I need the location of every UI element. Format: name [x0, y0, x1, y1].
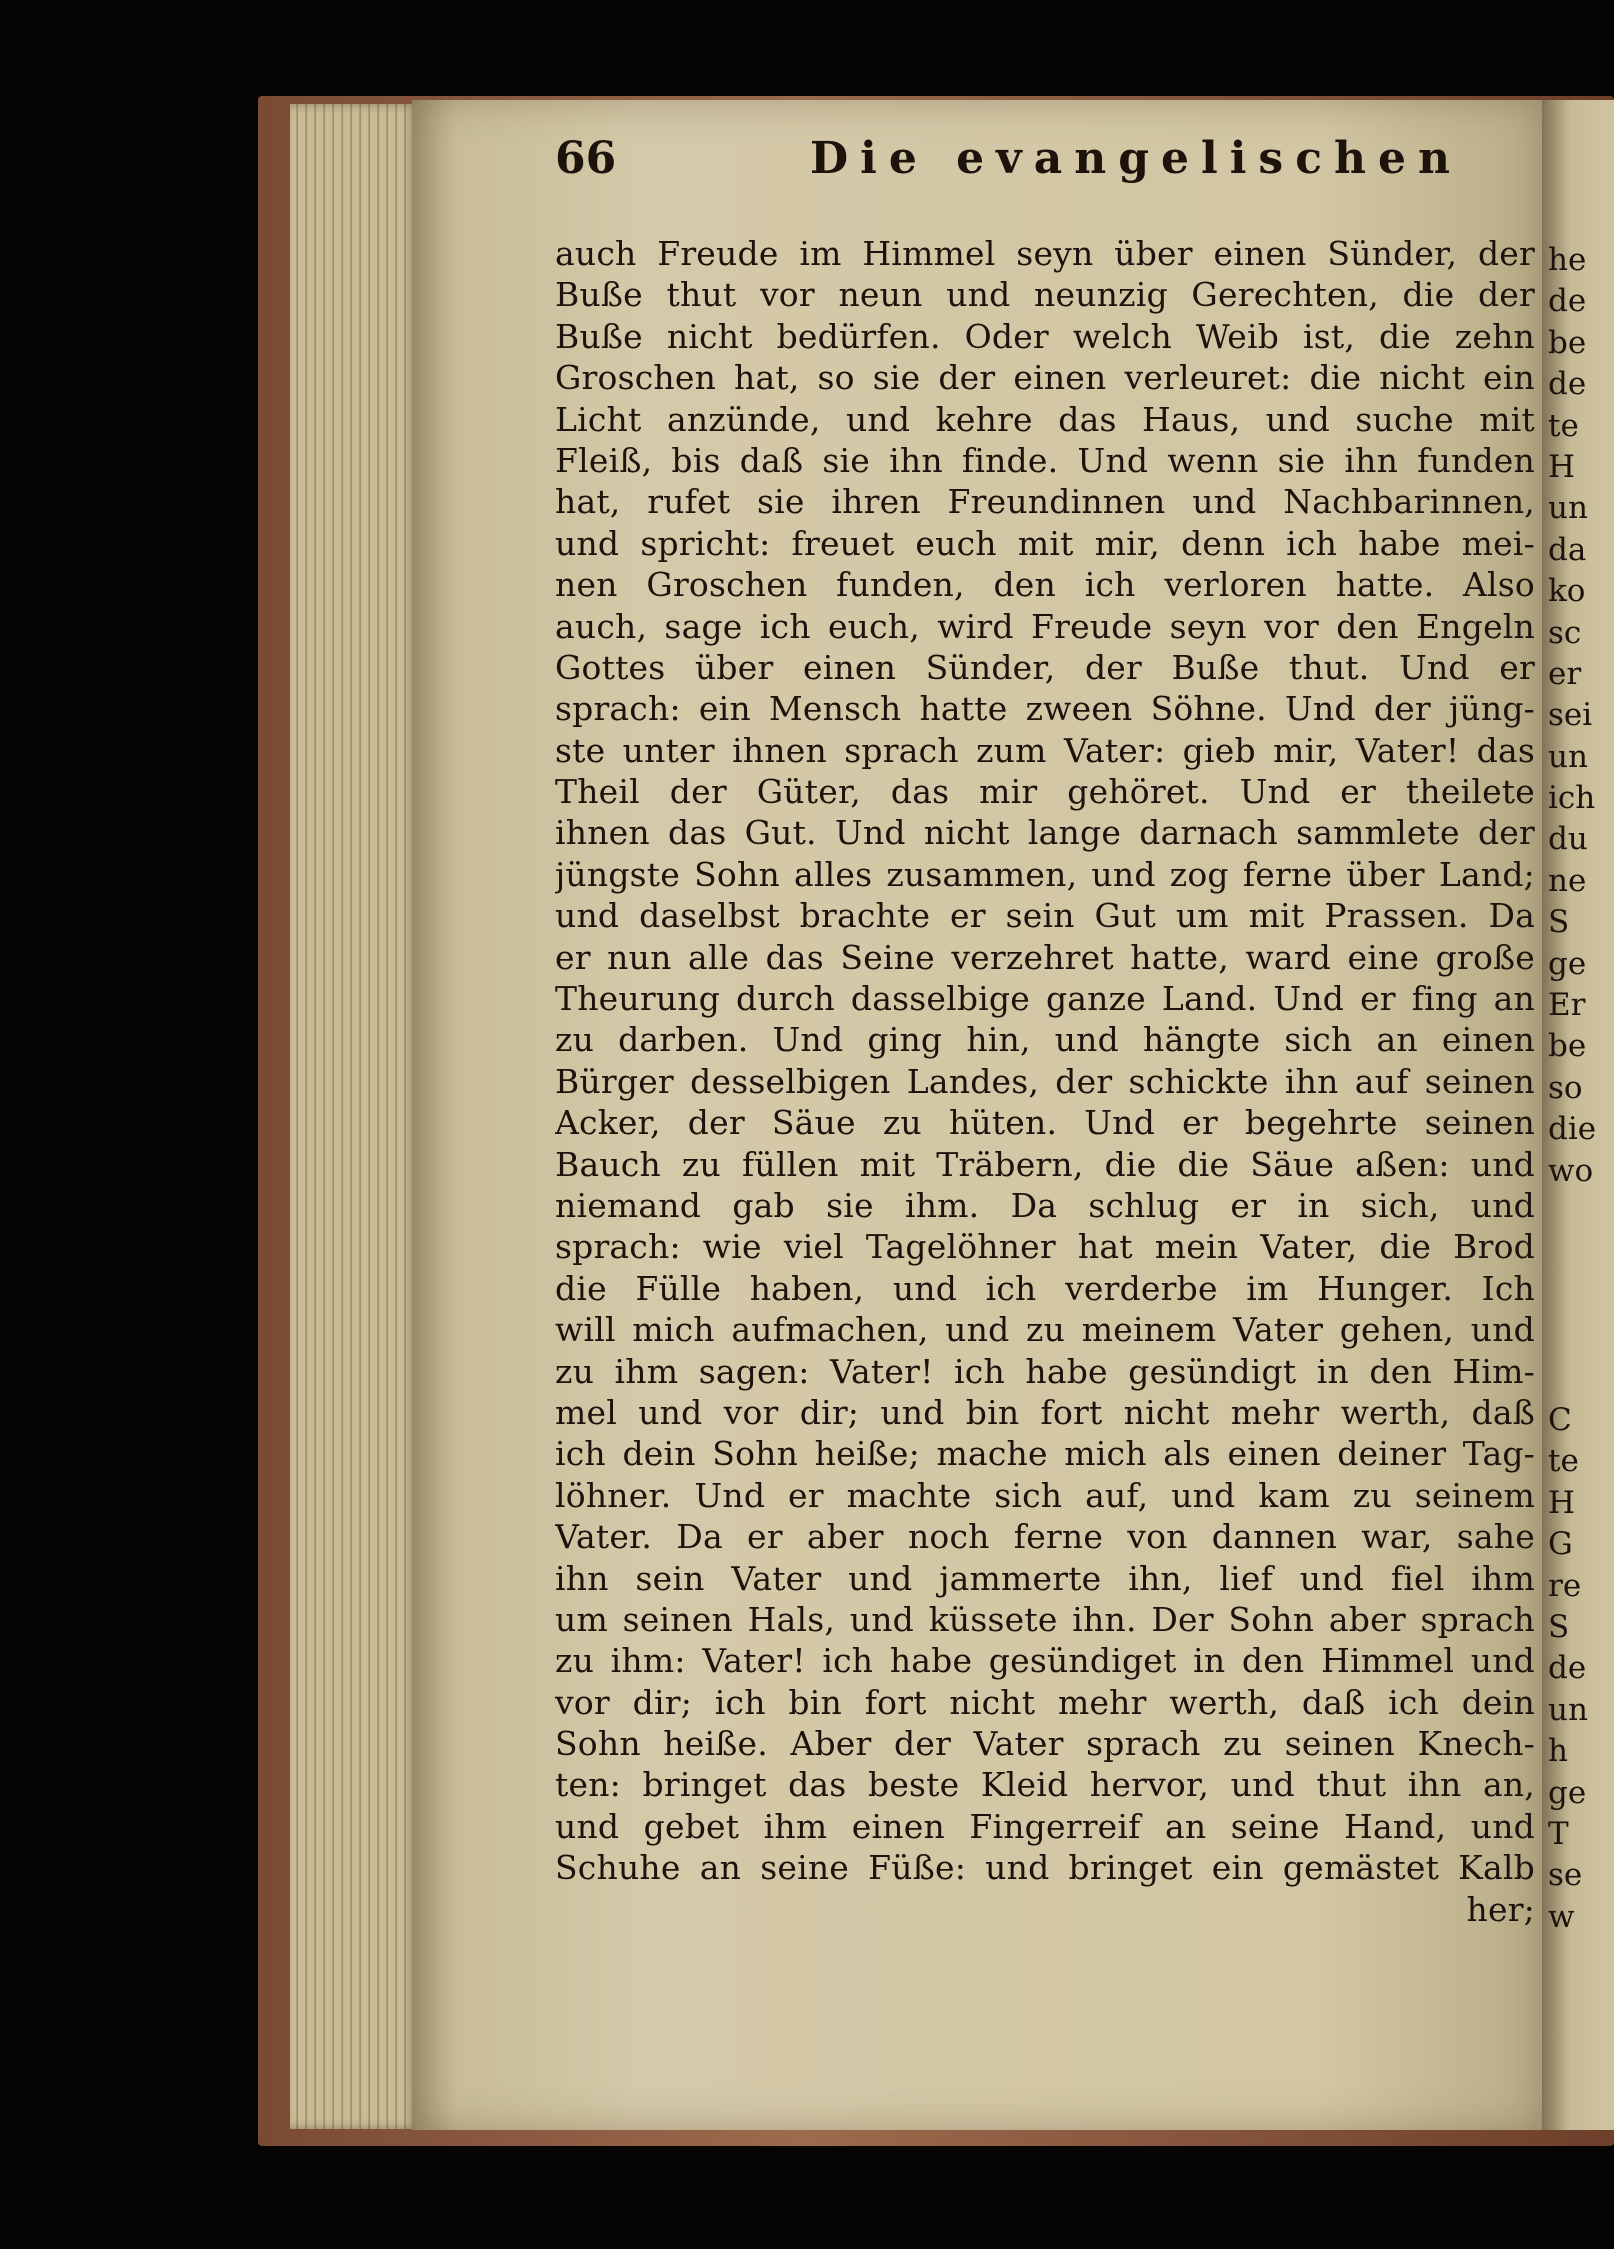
facing-text-line: se: [1548, 1857, 1583, 1894]
facing-text-line: G: [1548, 1526, 1573, 1563]
facing-text-line: h: [1548, 1733, 1568, 1770]
facing-text-line: be: [1548, 1028, 1587, 1065]
text-line: zu darben. Und ging hin, und hängte sich an einen: [555, 1020, 1535, 1060]
text-line: Schuhe an seine Füße: und bringet ein gemästet Kalb: [555, 1848, 1535, 1888]
text-line: Vater. Da er aber noch ferne von dannen war, sahe: [555, 1517, 1535, 1557]
text-line: auch Freude im Himmel seyn über einen Sünder, der: [555, 234, 1535, 273]
text-line: die Fülle haben, und ich verderbe im Hunger. Ich: [555, 1268, 1535, 1308]
facing-text-line: te: [1548, 1443, 1579, 1480]
facing-text-line: un: [1548, 738, 1588, 775]
text-line: vor dir; ich bin fort nicht mehr werth, daß ich dein: [555, 1682, 1535, 1722]
body-text: [555, 233, 1535, 1930]
facing-text-line: he: [1548, 242, 1587, 278]
text-line: Fleiß, bis daß sie ihn finde. Und wenn sie ihn funden: [555, 440, 1535, 480]
text-line: Buße thut vor neun und neunzig Gerechten, die der: [555, 275, 1535, 315]
facing-text-line: so: [1548, 1069, 1583, 1106]
facing-text-line: die: [1548, 1111, 1597, 1148]
facing-text-line: H: [1548, 448, 1576, 485]
text-line: Licht anzünde, und kehre das Haus, und suche mit: [555, 399, 1535, 439]
running-title: Die evangelischen: [810, 133, 1462, 184]
facing-text-line: ich: [1548, 780, 1596, 817]
facing-text-line: ne: [1548, 862, 1587, 899]
facing-text-line: S: [1548, 1608, 1570, 1645]
facing-text-line: du: [1548, 821, 1588, 858]
text-line: und gebet ihm einen Fingerreif an seine Hand, und: [555, 1806, 1535, 1846]
text-line: ihn sein Vater und jammerte ihn, lief und fiel ihm: [555, 1558, 1535, 1598]
page-edges: [290, 104, 418, 2129]
text-line: ten: bringet das beste Kleid hervor, und thut ihn an,: [555, 1765, 1535, 1805]
facing-text-line: C: [1548, 1402, 1572, 1438]
facing-text-line: re: [1548, 1567, 1582, 1604]
facing-text-line: de: [1548, 1650, 1587, 1687]
facing-text-line: de: [1548, 366, 1587, 403]
text-line: Groschen hat, so sie der einen verleuret: die nicht ein: [555, 358, 1535, 398]
facing-text-line: de: [1548, 283, 1587, 320]
facing-text-line: un: [1548, 490, 1588, 527]
text-line: Bürger desselbigen Landes, der schickte ihn auf seinen: [555, 1061, 1535, 1101]
text-line: ihnen das Gut. Und nicht lange darnach sammlete der: [555, 813, 1535, 853]
facing-text-line: un: [1548, 1691, 1588, 1728]
text-line: Sohn heiße. Aber der Vater sprach zu seinen Knech-: [555, 1724, 1535, 1764]
facing-text-line: te: [1548, 407, 1579, 444]
text-line: ste unter ihnen sprach zum Vater: gieb mir, Vater! das: [555, 730, 1535, 770]
text-line: will mich aufmachen, und zu meinem Vater gehen, und: [555, 1310, 1535, 1350]
text-line: sprach: wie viel Tagelöhner hat mein Vater, die Brod: [555, 1227, 1535, 1267]
text-line: und daselbst brachte er sein Gut um mit Prassen. Da: [555, 896, 1535, 936]
text-line: sprach: ein Mensch hatte zween Söhne. Und der jüng-: [555, 689, 1535, 729]
facing-page: [1542, 100, 1614, 2130]
facing-text-line: ge: [1548, 945, 1587, 982]
text-line: nen Groschen funden, den ich verloren hatte. Also: [555, 565, 1535, 605]
facing-text-line: Er: [1548, 987, 1586, 1024]
facing-text-line: wo: [1548, 1152, 1594, 1189]
text-line: niemand gab sie ihm. Da schlug er in sich, und: [555, 1185, 1535, 1225]
facing-text-line: er: [1548, 655, 1582, 692]
text-line: Buße nicht bedürfen. Oder welch Weib ist, die zehn: [555, 316, 1535, 356]
page-number: 66: [555, 133, 617, 184]
text-line: hat, rufet sie ihren Freundinnen und Nachbarinnen,: [555, 482, 1535, 522]
facing-text-line: be: [1548, 324, 1587, 361]
text-line: zu ihm: Vater! ich habe gesündiget in den Himmel und: [555, 1641, 1535, 1681]
facing-text-line: sei: [1548, 697, 1593, 734]
text-line: löhner. Und er machte sich auf, und kam zu seinem: [555, 1475, 1535, 1515]
facing-text-line: sc: [1548, 614, 1582, 651]
text-line: Theurung durch dasselbige ganze Land. Und er fing an: [555, 979, 1535, 1019]
facing-text-line: w: [1548, 1898, 1575, 1935]
page-header: [555, 133, 1535, 191]
text-line: um seinen Hals, und küssete ihn. Der Sohn aber sprach: [555, 1599, 1535, 1639]
text-line: her;: [1466, 1889, 1535, 1929]
text-line: Theil der Güter, das mir gehöret. Und er theilete: [555, 772, 1535, 812]
text-line: Gottes über einen Sünder, der Buße thut. Und er: [555, 647, 1535, 687]
text-line: Acker, der Säue zu hüten. Und er begehrte seinen: [555, 1103, 1535, 1143]
text-line: Bauch zu füllen mit Träbern, die die Säue aßen: und: [555, 1144, 1535, 1184]
facing-text-line: ge: [1548, 1774, 1587, 1811]
facing-page-text-top: [1542, 240, 1596, 1192]
text-line: jüngste Sohn alles zusammen, und zog ferne über Land;: [555, 854, 1535, 894]
facing-text-line: H: [1548, 1484, 1576, 1521]
facing-text-line: T: [1548, 1815, 1569, 1852]
text-line: mel und vor dir; und bin fort nicht mehr werth, daß: [555, 1392, 1535, 1432]
text-line: er nun alle das Seine verzehret hatte, ward eine große: [555, 937, 1535, 977]
text-line: zu ihm sagen: Vater! ich habe gesündigt in den Him-: [555, 1351, 1535, 1391]
text-line: und spricht: freuet euch mit mir, denn ich habe mei-: [555, 523, 1535, 563]
text-line: auch, sage ich euch, wird Freude seyn vor den Engeln: [555, 606, 1535, 646]
facing-text-line: ko: [1548, 573, 1586, 610]
text-line: ich dein Sohn heiße; mache mich als einen deiner Tag-: [555, 1434, 1535, 1474]
facing-text-line: S: [1548, 904, 1570, 941]
facing-page-text-bottom: [1542, 1400, 1588, 1938]
facing-text-line: da: [1548, 531, 1587, 568]
